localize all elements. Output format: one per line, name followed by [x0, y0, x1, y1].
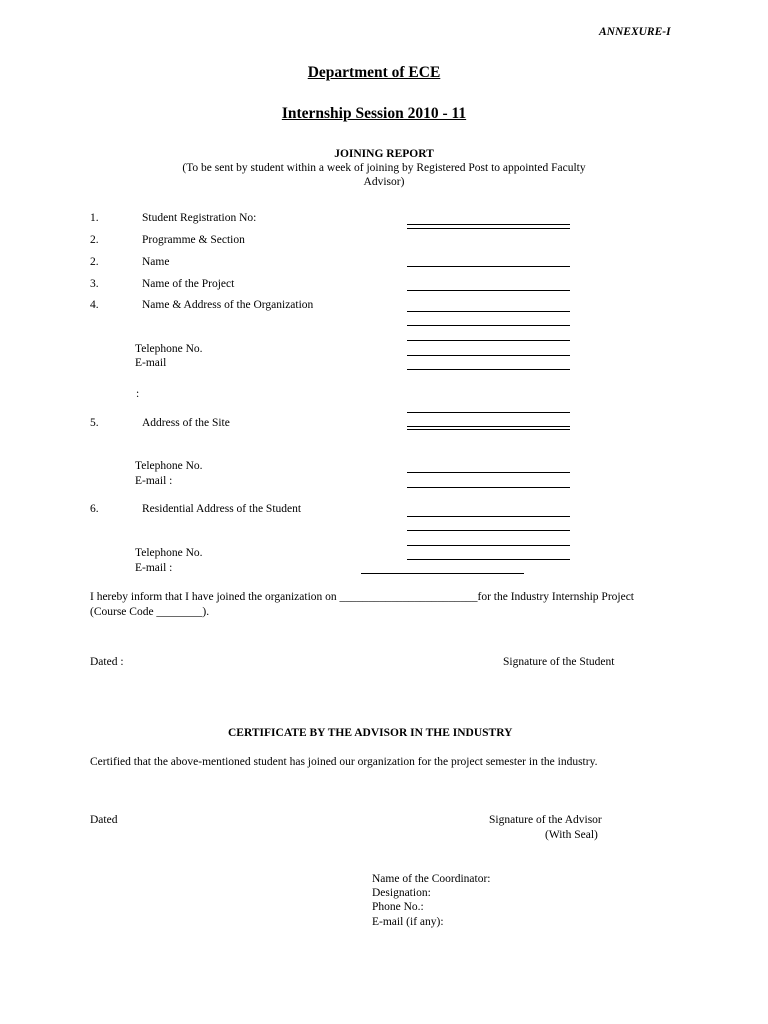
report-subtitle-line2: Advisor)	[363, 176, 405, 188]
fill-line	[407, 290, 570, 291]
item-label-programme: Programme & Section	[142, 234, 245, 246]
item-number: 6.	[90, 503, 99, 515]
inform-part1: I hereby inform that I have joined the organization on	[90, 591, 337, 603]
fill-line	[407, 487, 570, 488]
fill-line	[407, 426, 570, 427]
item-label-residence: Residential Address of the Student	[142, 503, 302, 515]
fill-line	[407, 228, 570, 229]
fill-line	[407, 311, 570, 312]
fill-line	[407, 224, 570, 225]
org-telephone-label: Telephone No.	[135, 343, 203, 355]
item-label-organization: Name & Address of the Organization	[142, 299, 314, 311]
residence-telephone-label: Telephone No.	[135, 547, 203, 559]
student-signature-label: Signature of the Student	[503, 656, 615, 668]
fill-line	[407, 429, 570, 430]
fill-line	[407, 472, 570, 473]
item-label-name: Name	[142, 256, 170, 268]
item-number: 1.	[90, 212, 99, 224]
fill-line	[407, 340, 570, 341]
residence-email-label: E-mail :	[135, 562, 173, 574]
inform-course-code: (Course Code ________).	[90, 606, 210, 618]
fill-line	[407, 530, 570, 531]
annexure-label: ANNEXURE-I	[599, 26, 671, 38]
item-label-project: Name of the Project	[142, 278, 235, 290]
session-title: Internship Session 2010 - 11	[281, 105, 467, 122]
coordinator-phone-label: Phone No.:	[372, 901, 424, 913]
fill-line	[407, 516, 570, 517]
site-email-label: E-mail :	[135, 475, 173, 487]
item-number: 5.	[90, 417, 99, 429]
coordinator-name-label: Name of the Coordinator:	[372, 873, 491, 885]
fill-line	[407, 355, 570, 356]
certificate-text: Certified that the above-mentioned student has joined our organization for the project semester in the industry.	[90, 756, 598, 768]
advisor-dated-label: Dated	[90, 814, 118, 826]
inform-date-blank: ________________________	[339, 591, 478, 603]
coordinator-email-label: E-mail (if any):	[372, 916, 444, 928]
student-dated-label: Dated :	[90, 656, 124, 668]
certificate-title: CERTIFICATE BY THE ADVISOR IN THE INDUSTRY	[228, 727, 513, 739]
fill-line	[407, 412, 570, 413]
coordinator-designation-label: Designation:	[372, 887, 431, 899]
fill-line	[407, 266, 570, 267]
fill-line	[407, 369, 570, 370]
report-subtitle-line1: (To be sent by student within a week of joining by Registered Post to appointed Faculty	[182, 162, 586, 174]
fill-line	[361, 573, 524, 574]
org-colon: :	[136, 388, 140, 400]
item-label-registration: Student Registration No:	[142, 212, 257, 224]
fill-line	[407, 325, 570, 326]
inform-part2: for the Industry Internship Project	[477, 591, 635, 603]
department-title: Department of ECE	[307, 64, 441, 81]
item-label-site: Address of the Site	[142, 417, 230, 429]
fill-line	[407, 545, 570, 546]
item-number: 3.	[90, 278, 99, 290]
fill-line	[407, 559, 570, 560]
inform-text	[90, 591, 634, 604]
report-title: JOINING REPORT	[334, 148, 434, 160]
advisor-seal-label: (With Seal)	[545, 829, 598, 841]
org-email-label: E-mail	[135, 357, 167, 369]
item-number: 2.	[90, 256, 99, 268]
item-number: 2.	[90, 234, 99, 246]
item-number: 4.	[90, 299, 99, 311]
advisor-signature-label: Signature of the Advisor	[489, 814, 602, 826]
site-telephone-label: Telephone No.	[135, 460, 203, 472]
